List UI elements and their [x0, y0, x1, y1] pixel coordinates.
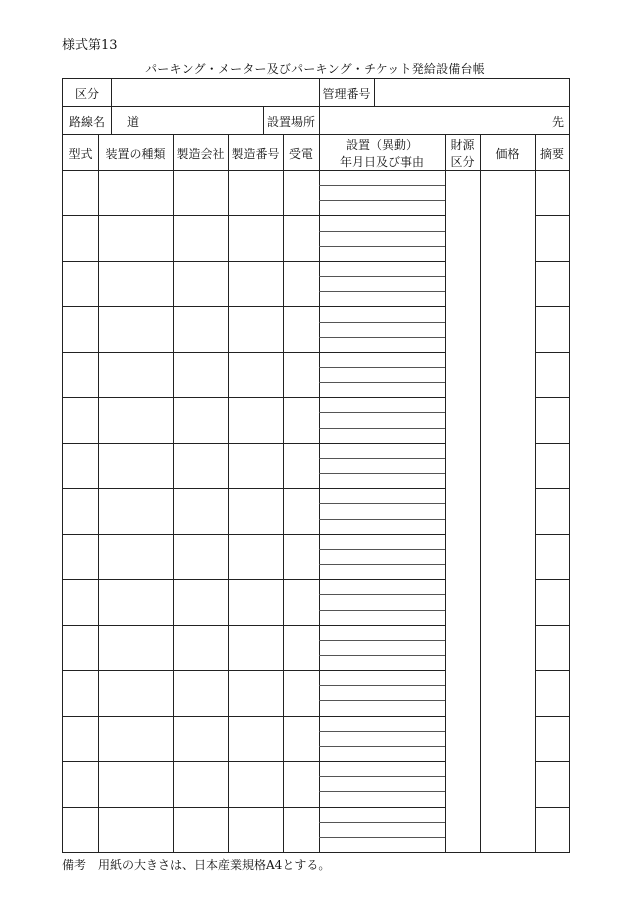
col-divider [111, 106, 112, 134]
sub-divider [319, 746, 445, 747]
table-row[interactable] [63, 625, 569, 670]
sub-divider [319, 231, 445, 232]
sub-divider [319, 731, 445, 732]
table-row[interactable] [63, 352, 569, 397]
sub-divider [319, 503, 445, 504]
sub-divider [319, 382, 445, 383]
sub-divider [319, 610, 445, 611]
sub-divider [319, 428, 445, 429]
footer-note [62, 856, 330, 873]
sub-divider [319, 685, 445, 686]
sub-divider [319, 655, 445, 656]
sub-divider [319, 700, 445, 701]
sub-divider [319, 246, 445, 247]
sub-divider [319, 291, 445, 292]
col-seizo-bango: 製造番号 [231, 147, 280, 161]
sub-divider [319, 837, 445, 838]
kanri-bango-field[interactable] [375, 79, 569, 106]
col-kakaku: 価格 [495, 147, 520, 161]
table-row[interactable] [63, 534, 569, 579]
col-zaigen-line2: 区分 [450, 155, 475, 169]
sub-divider [319, 473, 445, 474]
col-judden: 受電 [288, 147, 313, 161]
table-row[interactable] [63, 306, 569, 351]
col-seizo-gaisha: 製造会社 [176, 147, 225, 161]
table-row[interactable] [63, 397, 569, 442]
table-row[interactable] [63, 443, 569, 488]
table-row[interactable] [63, 170, 569, 215]
col-tekiyo: 摘要 [539, 147, 564, 161]
sub-divider [319, 549, 445, 550]
table-row[interactable] [63, 579, 569, 624]
col-divider [319, 106, 320, 134]
sub-divider [319, 458, 445, 459]
sub-divider [319, 322, 445, 323]
table-row[interactable] [63, 215, 569, 260]
form-number: 様式第13 [62, 38, 118, 53]
col-secchi-line1: 設置（異動） [345, 138, 418, 152]
sub-divider [319, 640, 445, 641]
row-divider [63, 106, 569, 107]
sub-divider [319, 594, 445, 595]
do-label: 道 [127, 115, 140, 129]
sub-divider [319, 367, 445, 368]
col-sochi-shurui: 装置の種類 [105, 147, 166, 161]
kubun-label: 区分 [74, 87, 99, 101]
table-row[interactable] [63, 716, 569, 761]
row-divider [63, 134, 569, 135]
secchi-basho-label: 設置場所 [266, 115, 315, 129]
kanri-bango-label: 管理番号 [322, 87, 371, 101]
sub-divider [319, 200, 445, 201]
sub-divider [319, 791, 445, 792]
sub-divider [319, 519, 445, 520]
saki-label: 先 [552, 115, 565, 129]
table-row[interactable] [63, 761, 569, 806]
sub-divider [319, 412, 445, 413]
sub-divider [319, 276, 445, 277]
kubun-field[interactable] [111, 79, 319, 106]
table-row[interactable] [63, 670, 569, 715]
col-secchi-line2: 年月日及び事由 [339, 155, 424, 169]
ledger-title: パーキング・メーター及びパーキング・チケット発給設備台帳 [145, 62, 485, 76]
sub-divider [319, 564, 445, 565]
sub-divider [319, 776, 445, 777]
sub-divider [319, 822, 445, 823]
sub-divider [319, 337, 445, 338]
col-kata-shiki: 型式 [68, 147, 93, 161]
footer-label: 備考 [62, 858, 87, 872]
table-row[interactable] [63, 488, 569, 533]
table-row[interactable] [63, 261, 569, 306]
rosenmei-label: 路線名 [68, 115, 105, 129]
footer-text: 用紙の大きさは、日本産業規格A4とする。 [98, 858, 331, 872]
col-zaigen-line1: 財源 [450, 138, 475, 152]
sub-divider [319, 185, 445, 186]
ledger-table [62, 78, 570, 853]
table-row[interactable] [63, 807, 569, 852]
